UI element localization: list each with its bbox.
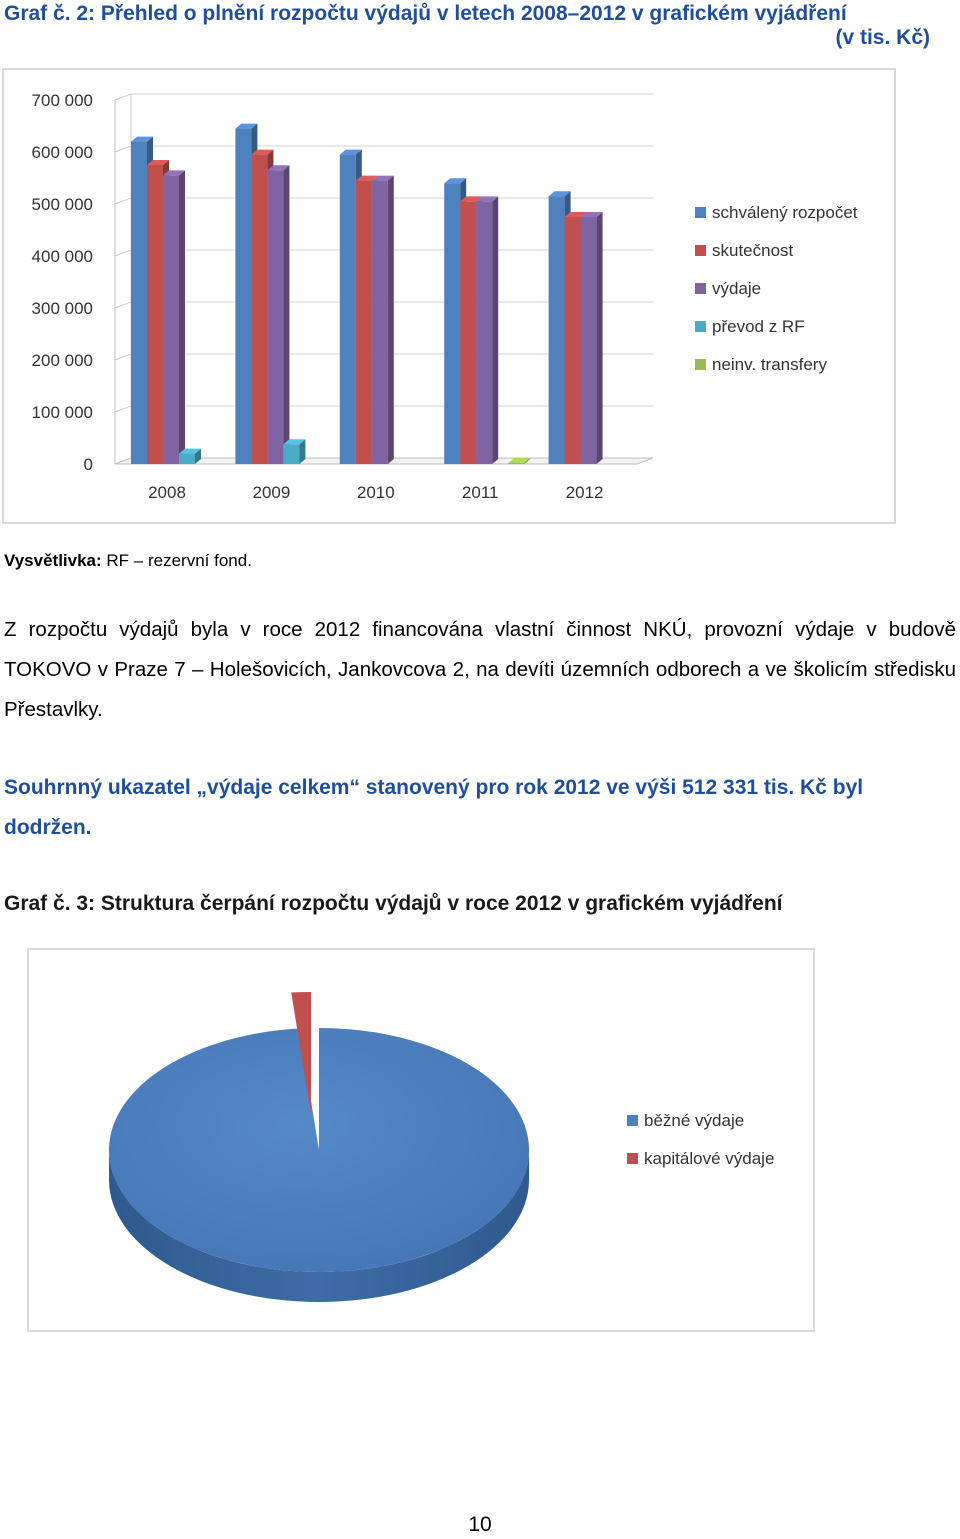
x-tick-label: 2012 <box>565 483 604 502</box>
y-tick-label: 200 000 <box>31 351 93 370</box>
bar-front <box>356 181 372 464</box>
gridline-slant <box>115 302 131 308</box>
legend-swatch <box>695 207 706 218</box>
bar-2010-2 <box>372 176 394 464</box>
gridline-slant <box>115 406 131 412</box>
bar-2009-3 <box>283 439 305 464</box>
bar-front <box>147 165 163 464</box>
bar-side <box>283 165 289 464</box>
bar-front <box>581 217 597 464</box>
bar-front <box>179 454 195 464</box>
chart1-caption-line1: Graf č. 2: Přehled o plnění rozpočtu výdajů v letech 2008–2012 v grafickém vyjádření <box>4 2 847 25</box>
bar-front <box>444 183 460 464</box>
bar-side <box>492 196 498 464</box>
legend-swatch <box>627 1115 638 1126</box>
bar-front <box>565 217 581 464</box>
bar-front <box>131 142 147 464</box>
bar-2009-2 <box>267 165 289 464</box>
bar-front <box>476 201 492 464</box>
gridline-slant <box>115 354 131 360</box>
bar-chart <box>4 70 894 522</box>
bar-front <box>235 129 251 464</box>
bar-2011-2 <box>476 196 498 464</box>
note-label: Vysvětlivka: <box>4 551 102 570</box>
bar-front <box>163 175 179 464</box>
bar-front <box>283 444 299 464</box>
legend-swatch <box>695 321 706 332</box>
bar-front <box>460 201 476 464</box>
gridline-slant <box>115 198 131 204</box>
y-tick-label: 600 000 <box>31 143 93 162</box>
bar-2008-2 <box>163 170 185 464</box>
y-tick-label: 0 <box>83 455 93 474</box>
legend-label: výdaje <box>712 279 762 298</box>
bar-front <box>549 196 565 464</box>
gridline-slant <box>115 250 131 256</box>
pie-chart <box>29 950 813 1330</box>
legend-swatch <box>695 283 706 294</box>
chart2-caption: Graf č. 3: Struktura čerpání rozpočtu výdajů v roce 2012 v grafickém vyjádření <box>4 892 783 915</box>
body-paragraph: Z rozpočtu výdajů byla v roce 2012 financována vlastní činnost NKÚ, provozní výdaje v budově TOKOVO v Praze 7 – Holešovicích, Jankovcova 2, na devíti územních odborech a ve školicím středisku Přestavlky. <box>4 618 956 721</box>
pie-slice-běžné výdaje <box>109 1028 529 1272</box>
chart1-caption <box>4 2 930 50</box>
y-tick-label: 500 000 <box>31 195 93 214</box>
y-tick-label: 300 000 <box>31 299 93 318</box>
pie-chart-frame <box>27 948 815 1332</box>
bar-side <box>388 176 394 464</box>
legend-label: převod z RF <box>712 317 805 336</box>
legend-label: běžné výdaje <box>644 1111 745 1130</box>
x-tick-label: 2010 <box>356 483 395 502</box>
y-tick-label: 100 000 <box>31 403 93 422</box>
legend-swatch <box>695 245 706 256</box>
bar-front <box>508 463 524 464</box>
chart1-caption-line2: (v tis. Kč) <box>835 26 930 49</box>
x-tick-label: 2011 <box>461 483 499 502</box>
bar-2012-2 <box>581 212 603 464</box>
bar-side <box>597 212 603 464</box>
legend-label: schválený rozpočet <box>712 203 858 222</box>
gridline-slant <box>115 94 131 100</box>
bar-front <box>340 155 356 464</box>
bar-side <box>179 170 185 464</box>
legend-swatch <box>627 1153 638 1164</box>
x-tick-label: 2009 <box>252 483 291 502</box>
summary-statement: Souhrnný ukazatel „výdaje celkem“ stanovený pro rok 2012 ve výši 512 331 tis. Kč byl dodržen. <box>4 776 864 839</box>
bar-2008-3 <box>179 449 201 464</box>
x-tick-label: 2008 <box>148 483 186 502</box>
legend-label: skutečnost <box>712 241 794 260</box>
note-text: RF – rezervní fond. <box>106 551 252 570</box>
legend-swatch <box>695 359 706 370</box>
y-tick-label: 700 000 <box>31 91 93 110</box>
page-number: 10 <box>468 1513 492 1536</box>
legend-note <box>4 551 252 571</box>
bar-front <box>251 155 267 464</box>
gridline-slant <box>115 146 131 152</box>
legend-label: kapitálové výdaje <box>644 1149 775 1168</box>
bar-chart-frame <box>2 68 896 524</box>
legend-label: neinv. transfery <box>712 355 827 374</box>
bar-front <box>372 181 388 464</box>
bar-front <box>267 170 283 464</box>
y-tick-label: 400 000 <box>31 247 93 266</box>
